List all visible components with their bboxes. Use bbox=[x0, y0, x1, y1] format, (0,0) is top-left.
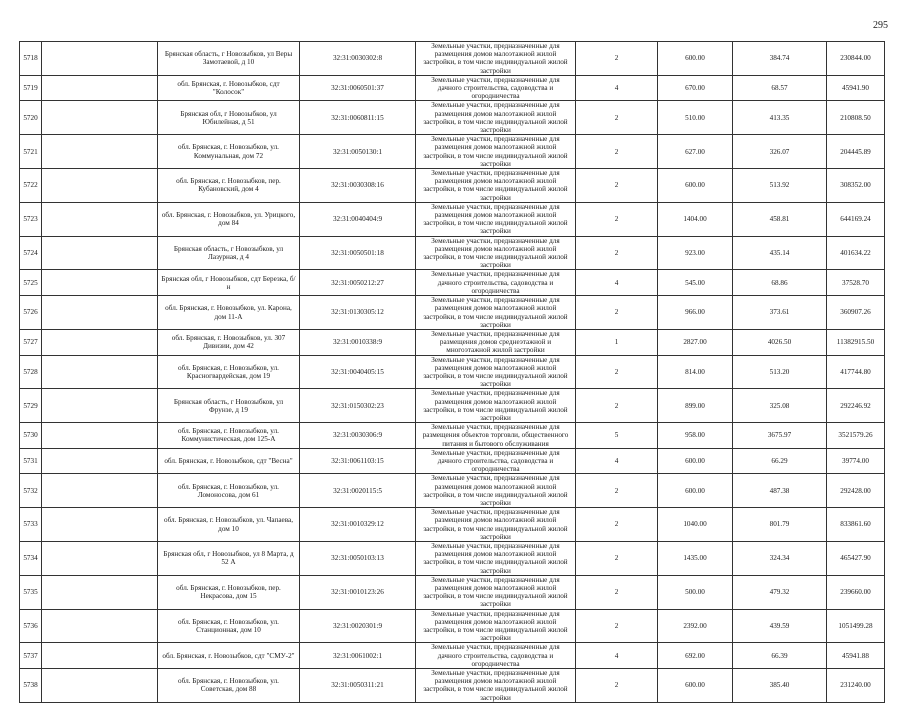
table-row bbox=[20, 474, 885, 508]
area-cell: 670.00 bbox=[658, 75, 733, 101]
land-use-cell: Земельные участки, предназначенные для размещения домов малоэтажной жилой застройки, в том числе индивидуальной жилой застройки bbox=[416, 474, 576, 508]
table-row bbox=[20, 329, 885, 355]
value-cell: 833861.60 bbox=[827, 508, 885, 542]
value-cell: 210808.50 bbox=[827, 101, 885, 135]
value-cell: 644169.24 bbox=[827, 202, 885, 236]
cadastral-number-cell: 32:31:0050103:13 bbox=[300, 541, 416, 575]
group-cell: 2 bbox=[576, 474, 658, 508]
registry-body bbox=[20, 42, 885, 703]
row-number: 5735 bbox=[20, 575, 42, 609]
rate-cell: 326.07 bbox=[733, 135, 827, 169]
rate-cell: 801.79 bbox=[733, 508, 827, 542]
area-cell: 600.00 bbox=[658, 169, 733, 203]
cadastral-number-cell: 32:31:0050311:21 bbox=[300, 669, 416, 703]
cadastral-number-cell: 32:31:0010123:26 bbox=[300, 575, 416, 609]
land-use-cell: Земельные участки, предназначенные для размещения домов малоэтажной жилой застройки, в том числе индивидуальной жилой застройки bbox=[416, 389, 576, 423]
cadastral-number-cell: 32:31:0130305:12 bbox=[300, 296, 416, 330]
area-cell: 899.00 bbox=[658, 389, 733, 423]
row-number: 5723 bbox=[20, 202, 42, 236]
row-number: 5727 bbox=[20, 329, 42, 355]
empty-cell bbox=[42, 575, 158, 609]
empty-cell bbox=[42, 270, 158, 296]
rate-cell: 384.74 bbox=[733, 42, 827, 76]
cadastral-number-cell: 32:31:0020115:5 bbox=[300, 474, 416, 508]
group-cell: 2 bbox=[576, 389, 658, 423]
land-use-cell: Земельные участки, предназначенные для размещения домов малоэтажной жилой застройки, в том числе индивидуальной жилой застройки bbox=[416, 296, 576, 330]
value-cell: 39774.00 bbox=[827, 448, 885, 474]
group-cell: 2 bbox=[576, 541, 658, 575]
table-row bbox=[20, 135, 885, 169]
land-use-cell: Земельные участки, предназначенные для дачного строительства, садоводства и огородничества bbox=[416, 75, 576, 101]
area-cell: 1435.00 bbox=[658, 541, 733, 575]
row-number: 5733 bbox=[20, 508, 42, 542]
table-row bbox=[20, 389, 885, 423]
empty-cell bbox=[42, 355, 158, 389]
value-cell: 417744.80 bbox=[827, 355, 885, 389]
group-cell: 2 bbox=[576, 669, 658, 703]
rate-cell: 435.14 bbox=[733, 236, 827, 270]
cadastral-number-cell: 32:31:0030308:16 bbox=[300, 169, 416, 203]
rate-cell: 66.29 bbox=[733, 448, 827, 474]
land-use-cell: Земельные участки, предназначенные для дачного строительства, садоводства и огородничества bbox=[416, 270, 576, 296]
row-number: 5737 bbox=[20, 643, 42, 669]
group-cell: 4 bbox=[576, 270, 658, 296]
value-cell: 37528.70 bbox=[827, 270, 885, 296]
area-cell: 500.00 bbox=[658, 575, 733, 609]
value-cell: 231240.00 bbox=[827, 669, 885, 703]
table-row bbox=[20, 669, 885, 703]
address-cell: обл. Брянская, г. Новозыбков, ул. Станционная, дом 10 bbox=[158, 609, 300, 643]
group-cell: 2 bbox=[576, 42, 658, 76]
row-number: 5736 bbox=[20, 609, 42, 643]
row-number: 5724 bbox=[20, 236, 42, 270]
area-cell: 814.00 bbox=[658, 355, 733, 389]
group-cell: 4 bbox=[576, 448, 658, 474]
land-use-cell: Земельные участки, предназначенные для размещения домов малоэтажной жилой застройки, в том числе индивидуальной жилой застройки bbox=[416, 541, 576, 575]
group-cell: 2 bbox=[576, 609, 658, 643]
row-number: 5730 bbox=[20, 423, 42, 449]
address-cell: Брянская обл, г Новозыбков, сдт Березка, б/н bbox=[158, 270, 300, 296]
rate-cell: 458.81 bbox=[733, 202, 827, 236]
rate-cell: 3675.97 bbox=[733, 423, 827, 449]
cadastral-number-cell: 32:31:0050130:1 bbox=[300, 135, 416, 169]
rate-cell: 66.39 bbox=[733, 643, 827, 669]
group-cell: 5 bbox=[576, 423, 658, 449]
row-number: 5721 bbox=[20, 135, 42, 169]
area-cell: 600.00 bbox=[658, 669, 733, 703]
address-cell: Брянская обл, г Новозыбков, ул Юбилейная, д 51 bbox=[158, 101, 300, 135]
empty-cell bbox=[42, 474, 158, 508]
table-row bbox=[20, 423, 885, 449]
address-cell: обл. Брянская, г. Новозыбков, пер. Кубановский, дом 4 bbox=[158, 169, 300, 203]
land-use-cell: Земельные участки, предназначенные для размещения домов малоэтажной жилой застройки, в том числе индивидуальной жилой застройки bbox=[416, 236, 576, 270]
rate-cell: 68.57 bbox=[733, 75, 827, 101]
group-cell: 2 bbox=[576, 355, 658, 389]
rate-cell: 513.92 bbox=[733, 169, 827, 203]
value-cell: 401634.22 bbox=[827, 236, 885, 270]
land-use-cell: Земельные участки, предназначенные для размещения домов малоэтажной жилой застройки, в том числе индивидуальной жилой застройки bbox=[416, 169, 576, 203]
table-row bbox=[20, 541, 885, 575]
address-cell: Брянская область, г Новозыбков, ул Лазурная, д 4 bbox=[158, 236, 300, 270]
row-number: 5726 bbox=[20, 296, 42, 330]
land-use-cell: Земельные участки, предназначенные для размещения домов малоэтажной жилой застройки, в том числе индивидуальной жилой застройки bbox=[416, 101, 576, 135]
value-cell: 45941.90 bbox=[827, 75, 885, 101]
area-cell: 545.00 bbox=[658, 270, 733, 296]
group-cell: 2 bbox=[576, 575, 658, 609]
cadastral-number-cell: 32:31:0061103:15 bbox=[300, 448, 416, 474]
table-row bbox=[20, 508, 885, 542]
table-row bbox=[20, 448, 885, 474]
empty-cell bbox=[42, 508, 158, 542]
empty-cell bbox=[42, 669, 158, 703]
value-cell: 230844.00 bbox=[827, 42, 885, 76]
cadastral-number-cell: 32:31:0061002:1 bbox=[300, 643, 416, 669]
empty-cell bbox=[42, 236, 158, 270]
group-cell: 2 bbox=[576, 101, 658, 135]
empty-cell bbox=[42, 296, 158, 330]
land-use-cell: Земельные участки, предназначенные для размещения домов малоэтажной жилой застройки, в том числе индивидуальной жилой застройки bbox=[416, 202, 576, 236]
row-number: 5731 bbox=[20, 448, 42, 474]
cadastral-number-cell: 32:31:0050212:27 bbox=[300, 270, 416, 296]
cadastral-number-cell: 32:31:0030302:8 bbox=[300, 42, 416, 76]
cadastral-number-cell: 32:31:0150302:23 bbox=[300, 389, 416, 423]
row-number: 5732 bbox=[20, 474, 42, 508]
address-cell: обл. Брянская, г. Новозыбков, сдт "СМУ-2" bbox=[158, 643, 300, 669]
area-cell: 692.00 bbox=[658, 643, 733, 669]
area-cell: 600.00 bbox=[658, 42, 733, 76]
value-cell: 292246.92 bbox=[827, 389, 885, 423]
empty-cell bbox=[42, 448, 158, 474]
cadastral-number-cell: 32:31:0010338:9 bbox=[300, 329, 416, 355]
row-number: 5725 bbox=[20, 270, 42, 296]
land-use-cell: Земельные участки, предназначенные для размещения домов среднеэтажной и многоэтажной жилой застройки bbox=[416, 329, 576, 355]
group-cell: 2 bbox=[576, 296, 658, 330]
address-cell: Брянская область, г Новозыбков, ул Фрунзе, д 19 bbox=[158, 389, 300, 423]
rate-cell: 325.08 bbox=[733, 389, 827, 423]
address-cell: Брянская обл, г Новозыбков, ул 8 Марта, д 52 А bbox=[158, 541, 300, 575]
empty-cell bbox=[42, 202, 158, 236]
cadastral-number-cell: 32:31:0050501:18 bbox=[300, 236, 416, 270]
value-cell: 292428.00 bbox=[827, 474, 885, 508]
land-use-cell: Земельные участки, предназначенные для дачного строительства, садоводства и огородничества bbox=[416, 643, 576, 669]
empty-cell bbox=[42, 423, 158, 449]
row-number: 5719 bbox=[20, 75, 42, 101]
group-cell: 2 bbox=[576, 236, 658, 270]
rate-cell: 385.40 bbox=[733, 669, 827, 703]
address-cell: обл. Брянская, г. Новозыбков, ул. 307 Дивизии, дом 42 bbox=[158, 329, 300, 355]
area-cell: 958.00 bbox=[658, 423, 733, 449]
area-cell: 600.00 bbox=[658, 448, 733, 474]
empty-cell bbox=[42, 643, 158, 669]
value-cell: 239660.00 bbox=[827, 575, 885, 609]
table-row bbox=[20, 202, 885, 236]
address-cell: обл. Брянская, г. Новозыбков, ул. Урицкого, дом 84 bbox=[158, 202, 300, 236]
table-row bbox=[20, 575, 885, 609]
rate-cell: 413.35 bbox=[733, 101, 827, 135]
empty-cell bbox=[42, 169, 158, 203]
row-number: 5728 bbox=[20, 355, 42, 389]
cadastral-number-cell: 32:31:0010329:12 bbox=[300, 508, 416, 542]
empty-cell bbox=[42, 135, 158, 169]
group-cell: 2 bbox=[576, 135, 658, 169]
table-row bbox=[20, 609, 885, 643]
group-cell: 4 bbox=[576, 75, 658, 101]
area-cell: 627.00 bbox=[658, 135, 733, 169]
value-cell: 1051499.28 bbox=[827, 609, 885, 643]
rate-cell: 68.86 bbox=[733, 270, 827, 296]
row-number: 5718 bbox=[20, 42, 42, 76]
rate-cell: 479.32 bbox=[733, 575, 827, 609]
table-row bbox=[20, 169, 885, 203]
group-cell: 4 bbox=[576, 643, 658, 669]
table-row bbox=[20, 270, 885, 296]
table-row bbox=[20, 75, 885, 101]
table-row bbox=[20, 355, 885, 389]
address-cell: обл. Брянская, г. Новозыбков, ул. Советская, дом 88 bbox=[158, 669, 300, 703]
address-cell: обл. Брянская, г. Новозыбков, сдт "Весна" bbox=[158, 448, 300, 474]
row-number: 5738 bbox=[20, 669, 42, 703]
group-cell: 2 bbox=[576, 508, 658, 542]
land-registry-table bbox=[19, 41, 885, 703]
cadastral-number-cell: 32:31:0060501:37 bbox=[300, 75, 416, 101]
cadastral-number-cell: 32:31:0030306:9 bbox=[300, 423, 416, 449]
area-cell: 1404.00 bbox=[658, 202, 733, 236]
rate-cell: 439.59 bbox=[733, 609, 827, 643]
land-use-cell: Земельные участки, предназначенные для размещения домов малоэтажной жилой застройки, в том числе индивидуальной жилой застройки bbox=[416, 355, 576, 389]
group-cell: 1 bbox=[576, 329, 658, 355]
land-use-cell: Земельные участки, предназначенные для размещения домов малоэтажной жилой застройки, в том числе индивидуальной жилой застройки bbox=[416, 42, 576, 76]
address-cell: обл. Брянская, г. Новозыбков, ул. Коммунистическая, дом 125-А bbox=[158, 423, 300, 449]
address-cell: обл. Брянская, г. Новозыбков, ул. Коммунальная, дом 72 bbox=[158, 135, 300, 169]
table-row bbox=[20, 296, 885, 330]
value-cell: 465427.90 bbox=[827, 541, 885, 575]
area-cell: 1040.00 bbox=[658, 508, 733, 542]
value-cell: 204445.89 bbox=[827, 135, 885, 169]
value-cell: 360907.26 bbox=[827, 296, 885, 330]
table-row bbox=[20, 101, 885, 135]
table-row bbox=[20, 643, 885, 669]
address-cell: обл. Брянская, г. Новозыбков, ул. Красногвардейская, дом 19 bbox=[158, 355, 300, 389]
address-cell: обл. Брянская, г. Новозыбков, ул. Карона, дом 11-А bbox=[158, 296, 300, 330]
rate-cell: 324.34 bbox=[733, 541, 827, 575]
area-cell: 510.00 bbox=[658, 101, 733, 135]
land-use-cell: Земельные участки, предназначенные для размещения объектов торговли, общественного питания и бытового обслуживания bbox=[416, 423, 576, 449]
land-use-cell: Земельные участки, предназначенные для размещения домов малоэтажной жилой застройки, в том числе индивидуальной жилой застройки bbox=[416, 575, 576, 609]
area-cell: 966.00 bbox=[658, 296, 733, 330]
empty-cell bbox=[42, 101, 158, 135]
value-cell: 308352.00 bbox=[827, 169, 885, 203]
row-number: 5734 bbox=[20, 541, 42, 575]
cadastral-number-cell: 32:31:0040404:9 bbox=[300, 202, 416, 236]
empty-cell bbox=[42, 329, 158, 355]
area-cell: 923.00 bbox=[658, 236, 733, 270]
area-cell: 2392.00 bbox=[658, 609, 733, 643]
address-cell: обл. Брянская, г. Новозыбков, ул. Чапаева, дом 10 bbox=[158, 508, 300, 542]
address-cell: Брянская область, г Новозыбков, ул Веры Замотаевой, д 10 bbox=[158, 42, 300, 76]
address-cell: обл. Брянская, г. Новозыбков, пер. Некрасова, дом 15 bbox=[158, 575, 300, 609]
empty-cell bbox=[42, 42, 158, 76]
land-use-cell: Земельные участки, предназначенные для размещения домов малоэтажной жилой застройки, в том числе индивидуальной жилой застройки bbox=[416, 609, 576, 643]
address-cell: обл. Брянская, г. Новозыбков, сдт "Колосок" bbox=[158, 75, 300, 101]
group-cell: 2 bbox=[576, 169, 658, 203]
table-row bbox=[20, 236, 885, 270]
land-use-cell: Земельные участки, предназначенные для размещения домов малоэтажной жилой застройки, в том числе индивидуальной жилой застройки bbox=[416, 135, 576, 169]
row-number: 5720 bbox=[20, 101, 42, 135]
cadastral-number-cell: 32:31:0040405:15 bbox=[300, 355, 416, 389]
group-cell: 2 bbox=[576, 202, 658, 236]
area-cell: 2827.00 bbox=[658, 329, 733, 355]
cadastral-number-cell: 32:31:0020301:9 bbox=[300, 609, 416, 643]
value-cell: 45941.88 bbox=[827, 643, 885, 669]
address-cell: обл. Брянская, г. Новозыбков, ул. Ломоносова, дом 61 bbox=[158, 474, 300, 508]
land-use-cell: Земельные участки, предназначенные для размещения домов малоэтажной жилой застройки, в том числе индивидуальной жилой застройки bbox=[416, 669, 576, 703]
table-row bbox=[20, 42, 885, 76]
rate-cell: 373.61 bbox=[733, 296, 827, 330]
empty-cell bbox=[42, 75, 158, 101]
value-cell: 3521579.26 bbox=[827, 423, 885, 449]
empty-cell bbox=[42, 541, 158, 575]
row-number: 5729 bbox=[20, 389, 42, 423]
row-number: 5722 bbox=[20, 169, 42, 203]
empty-cell bbox=[42, 389, 158, 423]
value-cell: 11382915.50 bbox=[827, 329, 885, 355]
rate-cell: 4026.50 bbox=[733, 329, 827, 355]
area-cell: 600.00 bbox=[658, 474, 733, 508]
rate-cell: 487.38 bbox=[733, 474, 827, 508]
cadastral-number-cell: 32:31:0060811:15 bbox=[300, 101, 416, 135]
empty-cell bbox=[42, 609, 158, 643]
land-use-cell: Земельные участки, предназначенные для дачного строительства, садоводства и огородничества bbox=[416, 448, 576, 474]
rate-cell: 513.20 bbox=[733, 355, 827, 389]
land-use-cell: Земельные участки, предназначенные для размещения домов малоэтажной жилой застройки, в том числе индивидуальной жилой застройки bbox=[416, 508, 576, 542]
page-number: 295 bbox=[873, 20, 888, 31]
